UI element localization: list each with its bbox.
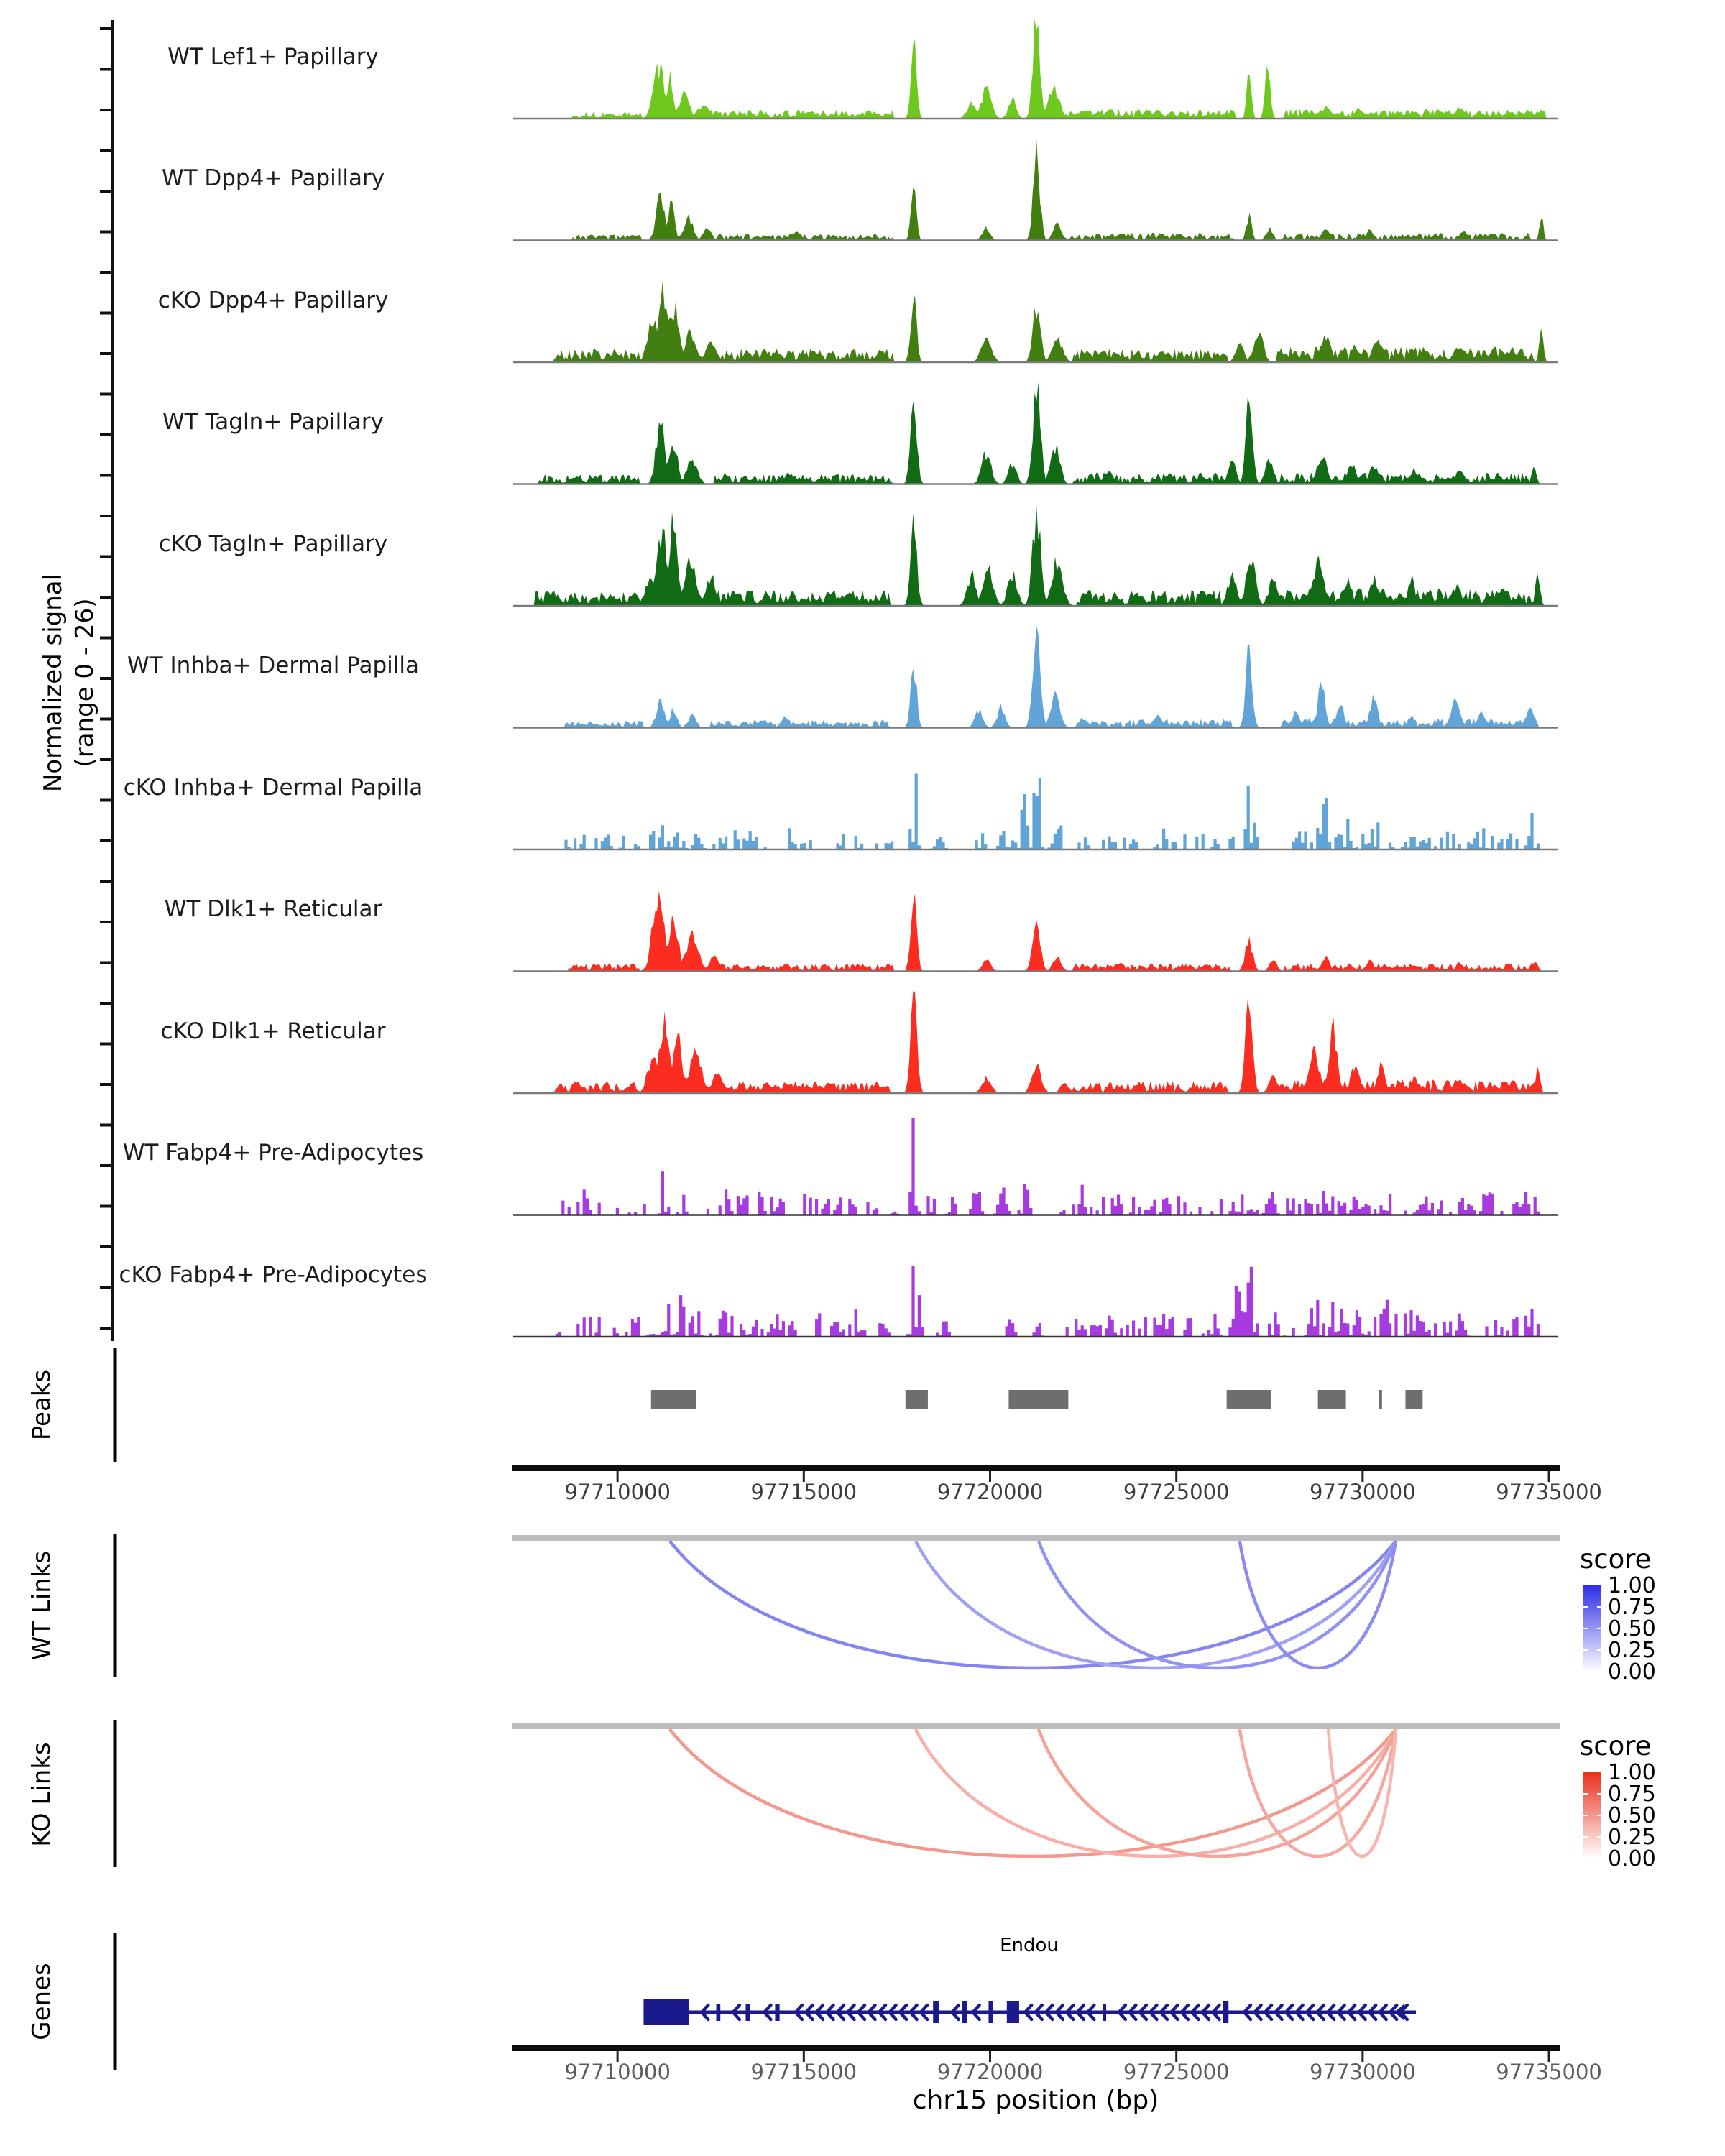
gene-exon-small [775,2004,779,2021]
axis-tick-label: 97720000 [937,1480,1044,1504]
gene-exon [1007,2001,1019,2023]
track-label-wt-inhba: WT Inhba+ Dermal Papilla [127,653,419,678]
wt-links-legend-tick-label: 0.25 [1608,1638,1656,1663]
axis-tick-label: 97735000 [1496,2060,1602,2084]
peak-interval [1379,1390,1382,1409]
peak-interval [1227,1390,1271,1409]
coverage-area-1 [513,139,1558,240]
peak-interval [1318,1390,1346,1409]
gene-exon [1223,2001,1228,2023]
axis-bar [512,1465,1560,1471]
ko-links-bar [512,1723,1560,1729]
gene-exon [988,2001,993,2023]
coverage-track-2 [513,280,1558,362]
wt-links-legend-tick-label: 1.00 [1608,1573,1656,1598]
gene-name-label: Endou [1000,1935,1059,1956]
gene-exon [962,2001,967,2023]
axis-tick-label: 97715000 [750,1480,857,1504]
track-label-wt-dpp4: WT Dpp4+ Papillary [161,165,385,191]
coverage-area-5 [513,626,1558,727]
coverage-track-8 [513,992,1558,1093]
peak-interval [1405,1390,1422,1409]
coverage-area-3 [513,382,1558,484]
ko-links-legend-tick-label: 0.00 [1608,1846,1656,1871]
section-label-wt-links: WT Links [27,1550,56,1661]
coverage-track-3 [513,382,1558,484]
gene-model-endou [643,1999,1416,2025]
coverage-track-1 [513,139,1558,240]
coverage-area-0 [513,19,1558,119]
axis-tick-label: 97710000 [564,2060,671,2084]
coverage-track-4 [513,505,1558,606]
signal-axis-label-line1: Normalized signal [39,573,68,793]
genomic-axis [512,1465,1602,1504]
coverage-area-6 [513,773,1558,849]
coverage-track-9 [513,1118,1558,1215]
ko-links-arc [1039,1729,1396,1856]
peak-interval [906,1390,928,1409]
track-label-wt-fabp4: WT Fabp4+ Pre-Adipocytes [122,1140,424,1166]
wt-links-arc [1039,1541,1396,1668]
wt-links-arc [670,1541,1396,1668]
axis-tick-label: 97720000 [937,2060,1044,2084]
coverage-area-8 [513,992,1558,1093]
track-label-cko-dlk1: cKO Dlk1+ Reticular [160,1018,386,1044]
axis-tick-label: 97730000 [1310,1480,1416,1504]
coverage-track-0 [513,19,1558,119]
ko-links-arc [916,1729,1396,1856]
track-label-wt-tagln: WT Tagln+ Papillary [162,409,384,435]
section-label-ko-links: KO Links [27,1742,56,1847]
wt-links-legend-tick-label: 0.00 [1608,1659,1656,1685]
track-label-cko-fabp4: cKO Fabp4+ Pre-Adipocytes [119,1262,428,1288]
track-label-wt-lef1: WT Lef1+ Papillary [167,44,379,70]
ko-links [512,1723,1656,1871]
wt-links-legend-tick-label: 0.75 [1608,1595,1656,1620]
coverage-area-7 [513,891,1558,972]
coverage-area-4 [513,505,1558,606]
wt-links [512,1535,1656,1685]
coverage-track-6 [513,773,1558,849]
axis-tick-label: 97715000 [750,2060,857,2084]
gene-exon-small [717,2004,721,2021]
wt-links-arc [916,1541,1396,1668]
track-label-wt-dlk1: WT Dlk1+ Reticular [164,896,382,922]
peak-interval [1008,1390,1068,1409]
track-label-cko-tagln: cKO Tagln+ Papillary [158,531,388,557]
gene-exon-small [745,2004,750,2021]
coverage-track-7 [513,891,1558,972]
coverage-area-2 [513,280,1558,362]
axis-tick-label: 97735000 [1496,1480,1602,1504]
axis-tick-label: 97730000 [1310,2060,1416,2084]
ko-links-legend-tick-label: 0.50 [1608,1803,1656,1828]
axis-tick-label: 97725000 [1123,1480,1230,1504]
gene-exon [933,2001,939,2023]
ko-links-legend-tick-label: 1.00 [1608,1760,1656,1785]
wt-links-legend-tick-label: 0.50 [1608,1616,1656,1641]
gene-first-exon [643,1999,689,2025]
axis-bar [512,2045,1560,2051]
ko-links-legend-tick-label: 0.75 [1608,1782,1656,1807]
ko-links-legend-tick-label: 0.25 [1608,1825,1656,1850]
signal-axis-label-line2: (range 0 - 26) [70,598,99,768]
track-label-cko-dpp4: cKO Dpp4+ Papillary [157,287,389,313]
wt-links-bar [512,1535,1560,1541]
section-label-genes: Genes [27,1963,56,2040]
genomic-axis [512,2045,1602,2084]
coverage-area-9 [513,1118,1558,1215]
axis-tick-label: 97710000 [564,1480,671,1504]
ko-links-arc [670,1729,1396,1856]
signal-axis-label [37,410,102,956]
wt-links-legend-title: score [1580,1544,1652,1575]
peaks-track [651,1390,1423,1409]
section-label-peaks: Peaks [27,1369,56,1441]
ko-links-legend-title: score [1580,1731,1652,1761]
track-label-cko-inhba: cKO Inhba+ Dermal Papilla [123,775,423,801]
x-axis-title: chr15 position (bp) [912,2086,1159,2115]
coverage-track-10 [513,1266,1558,1337]
coverage-area-10 [513,1266,1558,1337]
axis-tick-label: 97725000 [1123,2060,1230,2084]
coverage-track-5 [513,626,1558,727]
gene-exon-small [1103,2004,1106,2021]
peak-interval [651,1390,696,1409]
